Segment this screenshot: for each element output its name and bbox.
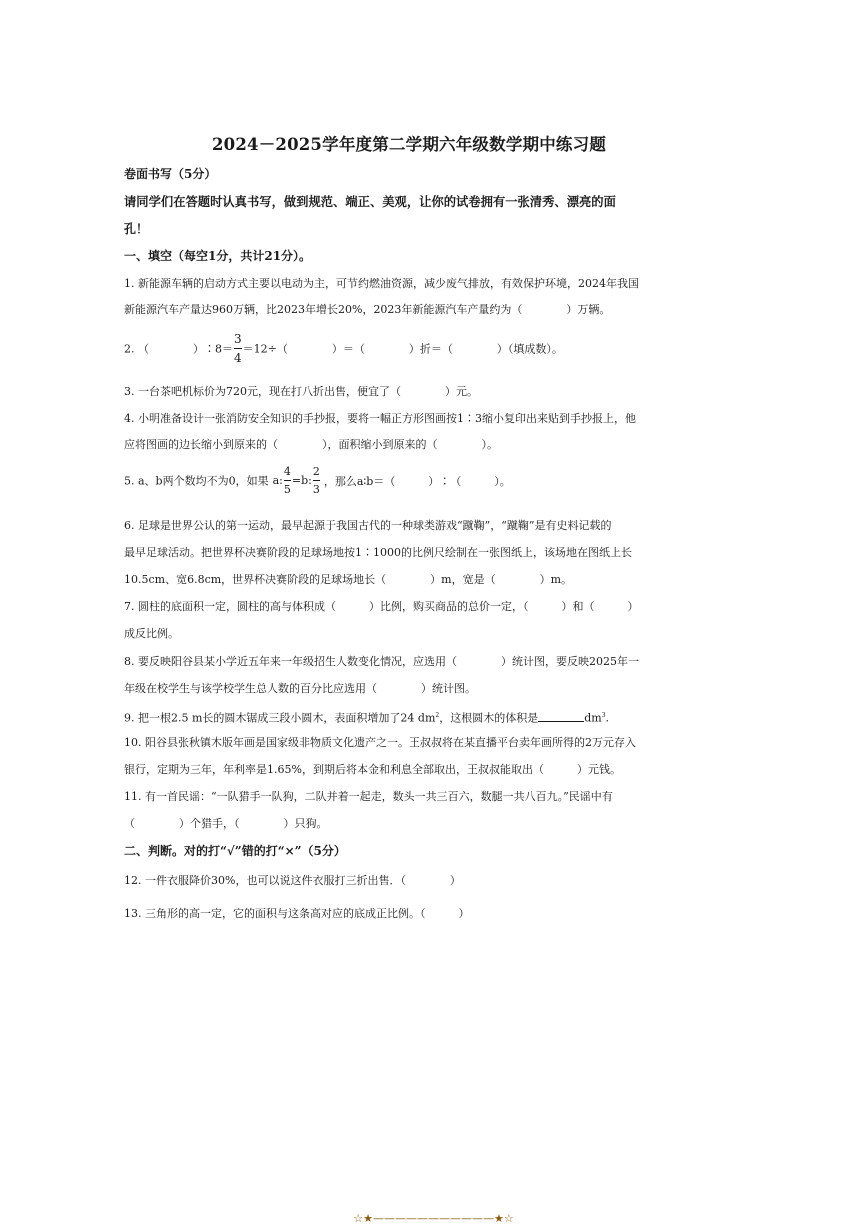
q5-fraction-2 <box>313 466 320 495</box>
q9-answer-blank <box>538 711 584 722</box>
q11-line2: （ ）个猎手，（ ）只狗。 <box>124 817 328 830</box>
q10-line1: 10. 阳谷县张秋镇木版年画是国家级非物质文化遗产之一。王叔叔将在某直播平台卖年画所得的2万元存入 <box>124 736 636 749</box>
q8-line2: 年级在校学生与该学校学生总人数的百分比应选用（ ）统计图。 <box>124 682 476 695</box>
exam-title: 2024－2025学年度第二学期六年级数学期中练习题 <box>211 135 607 154</box>
q9-prefix: 9. 把一根2.5 m长的圆木锯成三段小圆木，表面积增加了24 dm <box>124 711 436 725</box>
q12: 12. 一件衣服降价30%，也可以说这件衣服打三折出售．（ ） <box>124 874 461 887</box>
q2-fraction-denominator: 4 <box>234 351 242 365</box>
q2-suffix: ＝12÷（ ）＝（ ）折＝（ ）（填成数）。 <box>242 342 563 356</box>
q10-line2: 银行，定期为三年，年利率是1.65%，到期后将本金和利息全部取出，王叔叔能取出（ ）元钱。 <box>124 763 621 776</box>
section2-heading: 二、判断。对的打“√”错的打“×”（5分） <box>124 844 346 858</box>
q1-line2: 新能源汽车产量达960万辆，比2023年增长20%，2023年新能源汽车产量约为（ ）万辆。 <box>124 303 611 316</box>
q7-line1: 7. 圆柱的底面积一定，圆柱的高与体积成（ ）比例，购买商品的总价一定，（ ）和（ ） <box>124 600 639 613</box>
q2 <box>124 333 563 364</box>
q2-fraction <box>234 333 242 364</box>
q5-expr-mid: =b: <box>291 474 312 487</box>
q1-line1: 1. 新能源车辆的启动方式主要以电动为主，可节约燃油资源，减少废气排放，有效保护环境，2024年我国 <box>124 277 639 290</box>
q5-expr-a: a: <box>272 474 283 487</box>
handwriting-instruction-1: 请同学们在答题时认真书写，做到规范、端正、美观，让你的试卷拥有一张清秀、漂亮的面 <box>124 194 616 209</box>
q6-line3: 10.5cm、宽6.8cm，世界杯决赛阶段的足球场地长（ ）m，宽是（ ）m。 <box>124 573 573 586</box>
q6-line2: 最早足球活动。把世界杯决赛阶段的足球场地按1∶1000的比例尺绘制在一张图纸上，该场地在图纸上长 <box>124 546 632 559</box>
q9-end: . <box>605 711 610 725</box>
q4-line1: 4. 小明准备设计一张消防安全知识的手抄报，要将一幅正方形图画按1∶3缩小复印出来贴到手抄报上，他 <box>124 412 636 425</box>
q5-fraction-2-numerator: 2 <box>312 465 320 478</box>
footer-ornament: ☆★———————————★☆ <box>353 1212 514 1225</box>
q9-sup-2: 3 <box>601 712 606 719</box>
q5-fraction-1 <box>284 466 291 495</box>
q11-line1: 11. 有一首民谣：“一队猎手一队狗，二队并着一起走，数头一共三百六，数腿一共八百九。”民谣中有 <box>124 790 613 803</box>
q5 <box>124 466 511 495</box>
q5-suffix: ，那么a∶b＝（ ）∶（ ）。 <box>323 474 511 488</box>
q9 <box>124 709 609 726</box>
q9-unit: dm <box>584 711 602 725</box>
q2-fraction-numerator: 3 <box>234 332 242 346</box>
q5-fraction-2-denominator: 3 <box>312 483 320 496</box>
q2-prefix: 2. （ ）∶8＝ <box>124 342 233 356</box>
q5-prefix: 5. a、b两个数均不为0，如果 <box>124 474 269 488</box>
handwriting-instruction-2: 孔！ <box>124 222 149 236</box>
q4-line2: 应将图画的边长缩小到原来的（ ），面积缩小到原来的（ ）。 <box>124 438 498 451</box>
handwriting-heading: 卷面书写（5分） <box>124 167 217 181</box>
q9-sup-1: 2 <box>435 712 440 719</box>
q7-line2: 成反比例。 <box>124 627 179 640</box>
q13: 13. 三角形的高一定，它的面积与这条高对应的底成正比例。（ ） <box>124 907 470 920</box>
q3: 3. 一台茶吧机标价为720元，现在打八折出售，便宜了（ ）元。 <box>124 385 478 398</box>
q9-middle: ，这根圆木的体积是 <box>439 711 539 725</box>
q8-line1: 8. 要反映阳谷县某小学近五年来一年级招生人数变化情况，应选用（ ）统计图，要反映2025年一 <box>124 655 639 668</box>
q5-fraction-1-denominator: 5 <box>283 483 291 496</box>
q5-fraction-1-numerator: 4 <box>283 465 291 478</box>
q6-line1: 6. 足球是世界公认的第一运动，最早起源于我国古代的一种球类游戏“蹴鞠”，“蹴鞠”是有史料记载的 <box>124 519 612 532</box>
section1-heading: 一、填空（每空1分，共计21分）。 <box>124 249 312 263</box>
